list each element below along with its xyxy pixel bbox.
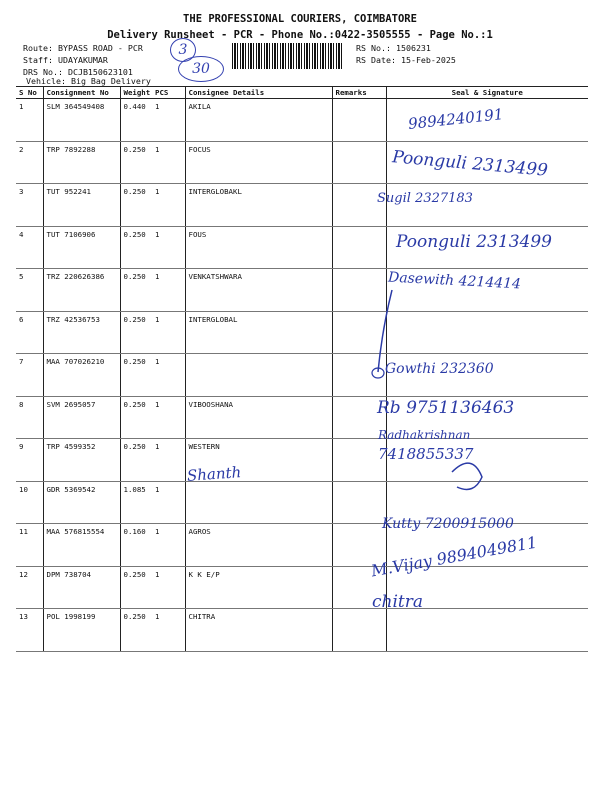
cell-consignee: FOUS bbox=[185, 226, 332, 269]
signature-row-5: Dasewith 4214414 bbox=[387, 269, 522, 293]
signature-row-3: Sugil 2327183 bbox=[377, 191, 473, 206]
cell-consignment-no: DPM 738704 bbox=[43, 566, 120, 609]
cell-consignee bbox=[185, 354, 332, 397]
table-row bbox=[16, 439, 588, 482]
cell-sno: 2 bbox=[16, 141, 43, 184]
cell-weight: 0.250 bbox=[120, 311, 152, 354]
cell-consignee: FOCUS bbox=[185, 141, 332, 184]
cell-pcs: 1 bbox=[152, 566, 185, 609]
table-header-row bbox=[16, 87, 588, 99]
cell-pcs: 1 bbox=[152, 99, 185, 142]
cell-sno: 1 bbox=[16, 99, 43, 142]
cell-pcs: 1 bbox=[152, 481, 185, 524]
cell-remarks bbox=[332, 609, 386, 652]
cell-remarks bbox=[332, 269, 386, 312]
cell-pcs: 1 bbox=[152, 396, 185, 439]
table-row bbox=[16, 566, 588, 609]
cell-remarks bbox=[332, 141, 386, 184]
header-consignee-details: Consignee Details bbox=[185, 87, 332, 99]
cell-consignment-no: TUT 7106906 bbox=[43, 226, 120, 269]
route-label: Route: BYPASS ROAD - PCR bbox=[23, 43, 143, 53]
cell-weight: 0.250 bbox=[120, 354, 152, 397]
cell-consignee bbox=[185, 481, 332, 524]
cell-consignment-no: MAA 707026210 bbox=[43, 354, 120, 397]
header-consignment-no: Consignment No bbox=[43, 87, 120, 99]
cell-weight: 0.250 bbox=[120, 141, 152, 184]
signature-row-9-number: 7418855337 bbox=[378, 445, 474, 463]
signature-row-13: chitra bbox=[372, 592, 423, 612]
signature-row-1: 9894240191 bbox=[407, 105, 505, 133]
cell-weight: 0.250 bbox=[120, 184, 152, 227]
cell-sno: 6 bbox=[16, 311, 43, 354]
cell-weight: 0.250 bbox=[120, 439, 152, 482]
cell-consignment-no: SLM 364549408 bbox=[43, 99, 120, 142]
cell-consignment-no: TRP 7892288 bbox=[43, 141, 120, 184]
cell-weight: 0.250 bbox=[120, 396, 152, 439]
cell-consignee: AKILA bbox=[185, 99, 332, 142]
cell-consignee: WESTERN bbox=[185, 439, 332, 482]
cell-consignee: INTERGLOBAKL bbox=[185, 184, 332, 227]
consignee-handwritten-row-10: Shanth bbox=[186, 463, 242, 485]
cell-consignee: AGROS bbox=[185, 524, 332, 567]
cell-pcs: 1 bbox=[152, 269, 185, 312]
cell-consignment-no: TRP 4599352 bbox=[43, 439, 120, 482]
cell-weight: 0.250 bbox=[120, 566, 152, 609]
header-pcs: PCS bbox=[152, 87, 185, 99]
header-sno: S No bbox=[16, 87, 43, 99]
cell-sno: 7 bbox=[16, 354, 43, 397]
cell-signature bbox=[386, 609, 588, 652]
cell-sno: 4 bbox=[16, 226, 43, 269]
stamp-mark-small: 3 bbox=[170, 38, 196, 62]
cell-weight: 0.250 bbox=[120, 609, 152, 652]
cell-consignment-no: SVM 2695057 bbox=[43, 396, 120, 439]
cell-pcs: 1 bbox=[152, 609, 185, 652]
cell-weight: 0.160 bbox=[120, 524, 152, 567]
signature-row-12: M.Vijay 9894049811 bbox=[369, 532, 539, 581]
barcode-image bbox=[232, 43, 344, 69]
signature-row-2: Poonguli 2313499 bbox=[391, 147, 549, 181]
cell-sno: 11 bbox=[16, 524, 43, 567]
cell-consignment-no: GDR 5369542 bbox=[43, 481, 120, 524]
header-weight: Weight bbox=[120, 87, 152, 99]
cell-sno: 8 bbox=[16, 396, 43, 439]
rs-date: RS Date: 15-Feb-2025 bbox=[356, 55, 456, 65]
cell-pcs: 1 bbox=[152, 354, 185, 397]
cell-sno: 3 bbox=[16, 184, 43, 227]
cell-weight: 0.250 bbox=[120, 269, 152, 312]
cell-pcs: 1 bbox=[152, 439, 185, 482]
signature-row-7: Gowthi 232360 bbox=[385, 361, 494, 377]
cell-sno: 10 bbox=[16, 481, 43, 524]
cell-pcs: 1 bbox=[152, 184, 185, 227]
cell-sno: 13 bbox=[16, 609, 43, 652]
cell-remarks bbox=[332, 311, 386, 354]
cell-remarks bbox=[332, 481, 386, 524]
cell-pcs: 1 bbox=[152, 524, 185, 567]
cell-consignment-no: POL 1998199 bbox=[43, 609, 120, 652]
table-row bbox=[16, 354, 588, 397]
cell-consignee: VENKATSHWARA bbox=[185, 269, 332, 312]
drs-number: DRS No.: DCJB150623101 bbox=[23, 67, 133, 77]
runsheet-title: THE PROFESSIONAL COURIERS, COIMBATORE bbox=[183, 13, 417, 25]
cell-sno: 12 bbox=[16, 566, 43, 609]
cell-pcs: 1 bbox=[152, 226, 185, 269]
cell-consignment-no: TRZ 42536753 bbox=[43, 311, 120, 354]
signature-row-4: Poonguli 2313499 bbox=[396, 232, 552, 252]
runsheet-subtitle: Delivery Runsheet - PCR - Phone No.:0422-3505555 - Page No.:1 bbox=[107, 29, 493, 41]
cell-sno: 5 bbox=[16, 269, 43, 312]
staff-label: Staff: UDAYAKUMAR bbox=[23, 55, 108, 65]
cell-weight: 0.440 bbox=[120, 99, 152, 142]
cell-pcs: 1 bbox=[152, 311, 185, 354]
rs-number: RS No.: 1506231 bbox=[356, 43, 431, 53]
cell-remarks bbox=[332, 354, 386, 397]
cell-sno: 9 bbox=[16, 439, 43, 482]
signature-row-9-name: Radhakrishnan bbox=[378, 428, 471, 442]
cell-weight: 0.250 bbox=[120, 226, 152, 269]
header-remarks: Remarks bbox=[332, 87, 386, 99]
cell-consignment-no: MAA 576815554 bbox=[43, 524, 120, 567]
signature-row-8: Rb 9751136463 bbox=[377, 398, 515, 418]
cell-weight: 1.085 bbox=[120, 481, 152, 524]
table-row bbox=[16, 609, 588, 652]
cell-remarks bbox=[332, 99, 386, 142]
cell-consignment-no: TUT 952241 bbox=[43, 184, 120, 227]
cell-pcs: 1 bbox=[152, 141, 185, 184]
signature-row-11: Kutty 7200915000 bbox=[382, 516, 514, 532]
cell-consignee: K K E/P bbox=[185, 566, 332, 609]
cell-remarks bbox=[332, 226, 386, 269]
table-row bbox=[16, 184, 588, 227]
cell-consignee: INTERGLOBAL bbox=[185, 311, 332, 354]
cell-consignment-no: TRZ 220626386 bbox=[43, 269, 120, 312]
vehicle-label: Vehicle: Big Bag Delivery bbox=[26, 76, 151, 86]
cell-consignee: CHITRA bbox=[185, 609, 332, 652]
table-row bbox=[16, 311, 588, 354]
cell-signature bbox=[386, 311, 588, 354]
cell-consignee: VIBOOSHANA bbox=[185, 396, 332, 439]
header-seal-signature: Seal & Signature bbox=[386, 87, 588, 99]
stamp-mark-large: 30 bbox=[178, 56, 224, 82]
